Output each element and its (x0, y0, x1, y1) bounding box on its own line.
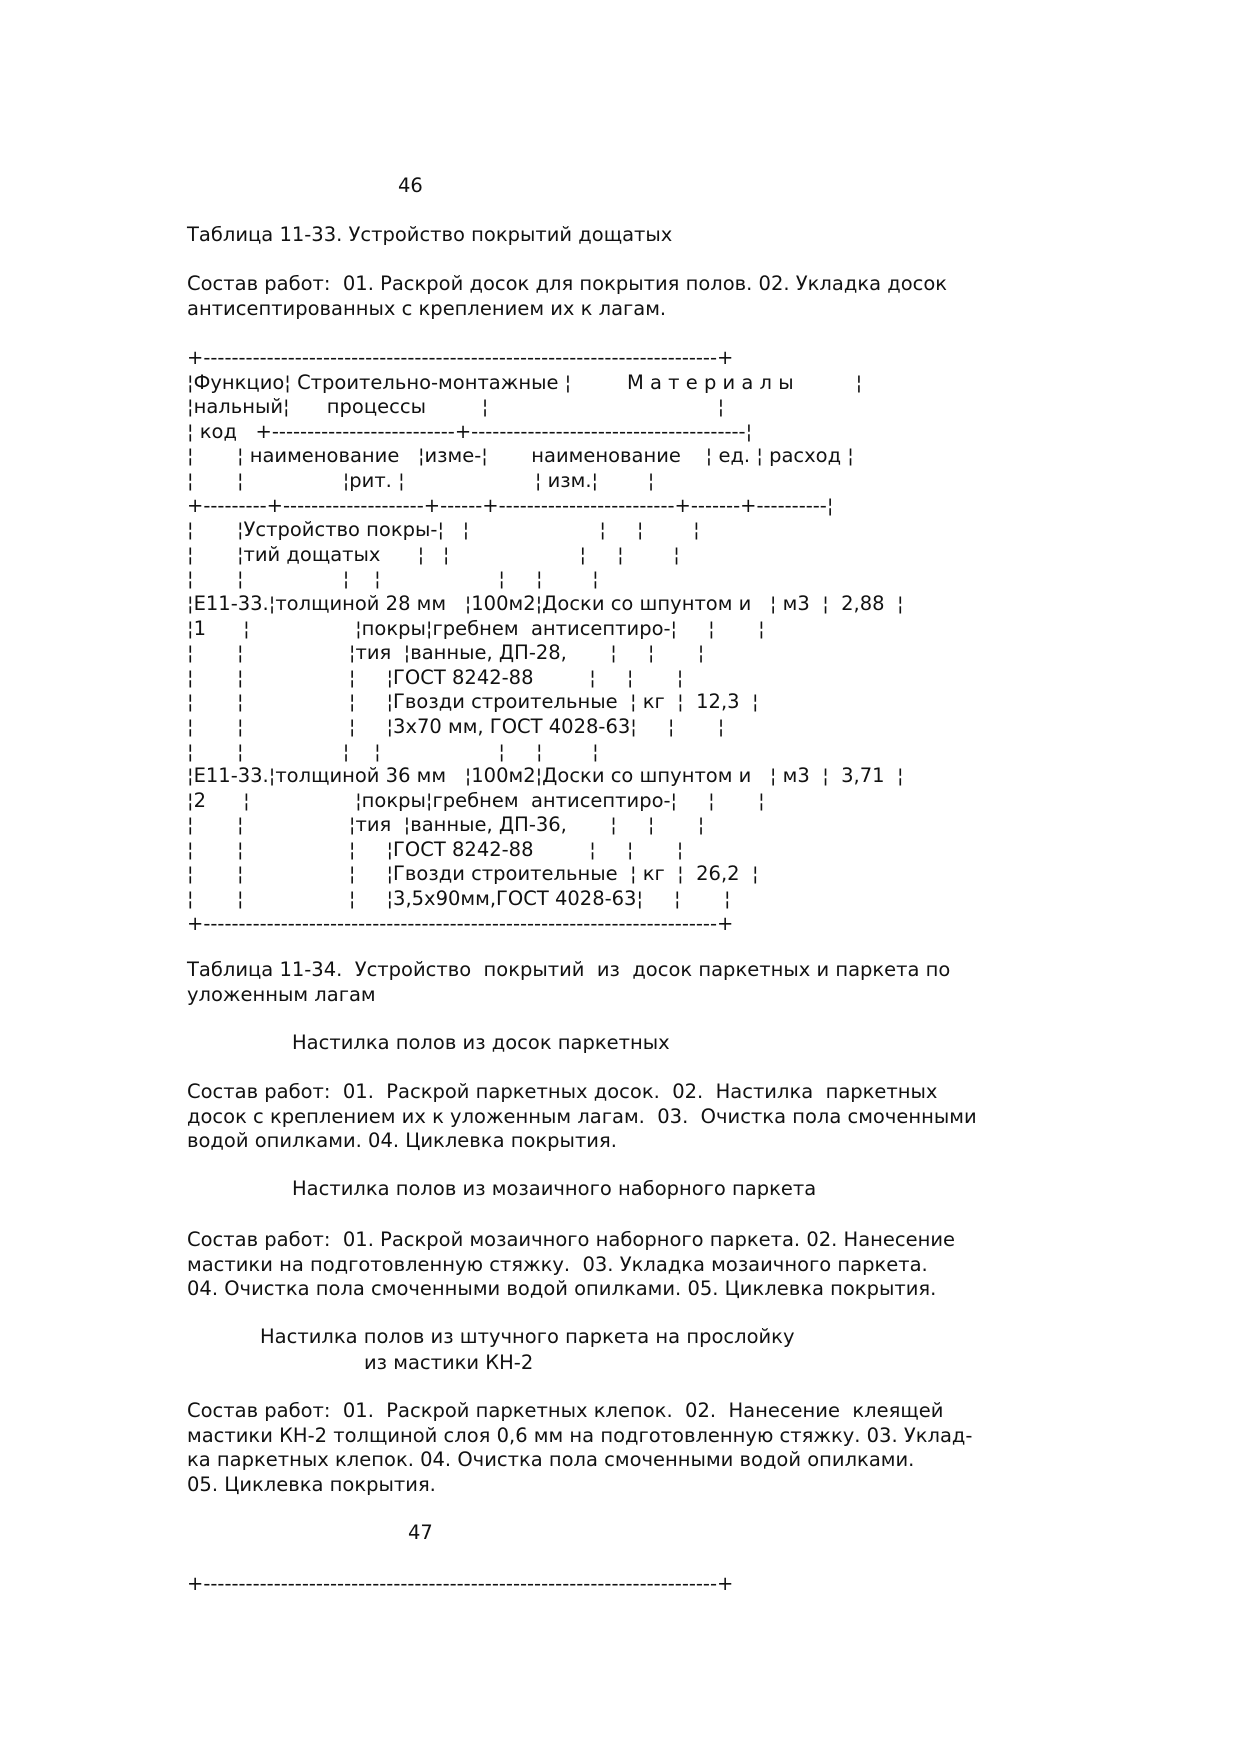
table-row: ¦ ¦ наименование ¦изме-¦ наименование ¦ ед. ¦ расход ¦ (187, 444, 854, 468)
table-row: ¦ ¦ ¦ ¦ ¦ ¦ ¦ (187, 567, 599, 591)
section2-work-composition (187, 1228, 955, 1302)
text-line: 04. Очистка пола смоченными водой опилками. 05. Циклевка покрытия. (187, 1277, 937, 1301)
table-row: ¦Е11-33.¦толщиной 36 мм ¦100м2¦Доски со шпунтом и ¦ м3 ¦ 3,71 ¦ (187, 764, 904, 788)
table-row: ¦нальный¦ процессы ¦ ¦ (187, 395, 725, 419)
table-11-34-title (187, 958, 950, 1007)
section-heading: Настилка полов из мозаичного наборного паркета (292, 1177, 817, 1200)
text-line: антисептированных с креплением их к лагам. (187, 296, 667, 320)
table-row: ¦ ¦ ¦ ¦ГОСТ 8242-88 ¦ ¦ ¦ (187, 665, 684, 689)
table-row: ¦ ¦ ¦тия ¦ванные, ДП-28, ¦ ¦ ¦ (187, 641, 705, 665)
text-line: Состав работ: 01. Раскрой мозаичного наборного паркета. 02. Нанесение (187, 1228, 956, 1251)
table-row: ¦ код +--------------------------+---------------------------------------¦ (187, 419, 753, 443)
text-line: Состав работ: 01. Раскрой досок для покрытия полов. 02. Укладка досок (187, 272, 948, 295)
table-row: ¦ ¦ ¦ ¦ ¦ ¦ ¦ (187, 739, 599, 763)
table-row: ¦ ¦ ¦тия ¦ванные, ДП-36, ¦ ¦ ¦ (187, 813, 705, 837)
table-11-33 (187, 346, 904, 936)
table-row: ¦Функцио¦ Строительно-монтажные ¦ М а т е р и а л ы ¦ (187, 370, 863, 394)
table-row: ¦ ¦ ¦ ¦3,5х90мм,ГОСТ 4028-63¦ ¦ ¦ (187, 887, 731, 911)
table-row: ¦ ¦ ¦ ¦ГОСТ 8242-88 ¦ ¦ ¦ (187, 837, 684, 861)
text-line: водой опилками. 04. Циклевка покрытия. (187, 1129, 617, 1153)
table-11-33-title: Таблица 11-33. Устройство покрытий дощатых (187, 223, 673, 246)
table-row: +---------+--------------------+------+-------------------------+-------+----------¦ (187, 493, 834, 517)
table-row: +-------------------------------------------------------------------------+ (187, 911, 734, 935)
text-line: мастики КН-2 толщиной слоя 0,6 мм на подготовленную стяжку. 03. Уклад- (187, 1423, 973, 1447)
section3-work-composition (187, 1399, 972, 1497)
table-border: +-------------------------------------------------------------------------+ (187, 1572, 734, 1595)
table-row: ¦Е11-33.¦толщиной 28 мм ¦100м2¦Доски со шпунтом и ¦ м3 ¦ 2,88 ¦ (187, 591, 904, 615)
section-heading: из мастики КН-2 (364, 1351, 534, 1374)
table-row: ¦ ¦ ¦ ¦3х70 мм, ГОСТ 4028-63¦ ¦ ¦ (187, 714, 725, 738)
table-row: ¦ ¦ ¦рит. ¦ ¦ изм.¦ ¦ (187, 468, 655, 492)
text-line: досок с креплением их к уложенным лагам. 03. Очистка пола смоченными (187, 1104, 977, 1128)
table-row: +-------------------------------------------------------------------------+ (187, 346, 734, 369)
table-row: ¦1 ¦ ¦покры¦гребнем антисептиро-¦ ¦ ¦ (187, 616, 765, 640)
section1-work-composition (187, 1080, 977, 1154)
table-row: ¦ ¦тий дощатых ¦ ¦ ¦ ¦ ¦ (187, 542, 680, 566)
text-line: мастики на подготовленную стяжку. 03. Укладка мозаичного паркета. (187, 1252, 928, 1276)
page-number-top: 46 (398, 174, 423, 197)
table-row: ¦ ¦ ¦ ¦Гвозди строительные ¦ кг ¦ 26,2 ¦ (187, 862, 759, 886)
table-row: ¦ ¦ ¦ ¦Гвозди строительные ¦ кг ¦ 12,3 ¦ (187, 690, 759, 714)
text-line: уложенным лагам (187, 982, 376, 1006)
table-row: ¦2 ¦ ¦покры¦гребнем антисептиро-¦ ¦ ¦ (187, 788, 765, 812)
text-line: Состав работ: 01. Раскрой паркетных досок. 02. Настилка паркетных (187, 1080, 938, 1103)
page-number-bottom: 47 (408, 1521, 433, 1544)
section-heading: Настилка полов из штучного паркета на прослойку (260, 1325, 795, 1348)
text-line: 05. Циклевка покрытия. (187, 1472, 436, 1496)
text-line: Таблица 11-34. Устройство покрытий из досок паркетных и паркета по (187, 958, 951, 981)
text-line: ка паркетных клепок. 04. Очистка пола смоченными водой опилками. (187, 1448, 915, 1472)
section-heading: Настилка полов из досок паркетных (292, 1031, 670, 1054)
table-row: ¦ ¦Устройство покры-¦ ¦ ¦ ¦ ¦ (187, 518, 700, 542)
text-line: Состав работ: 01. Раскрой паркетных клепок. 02. Нанесение клеящей (187, 1399, 944, 1422)
table-11-33-work-composition (187, 272, 947, 321)
